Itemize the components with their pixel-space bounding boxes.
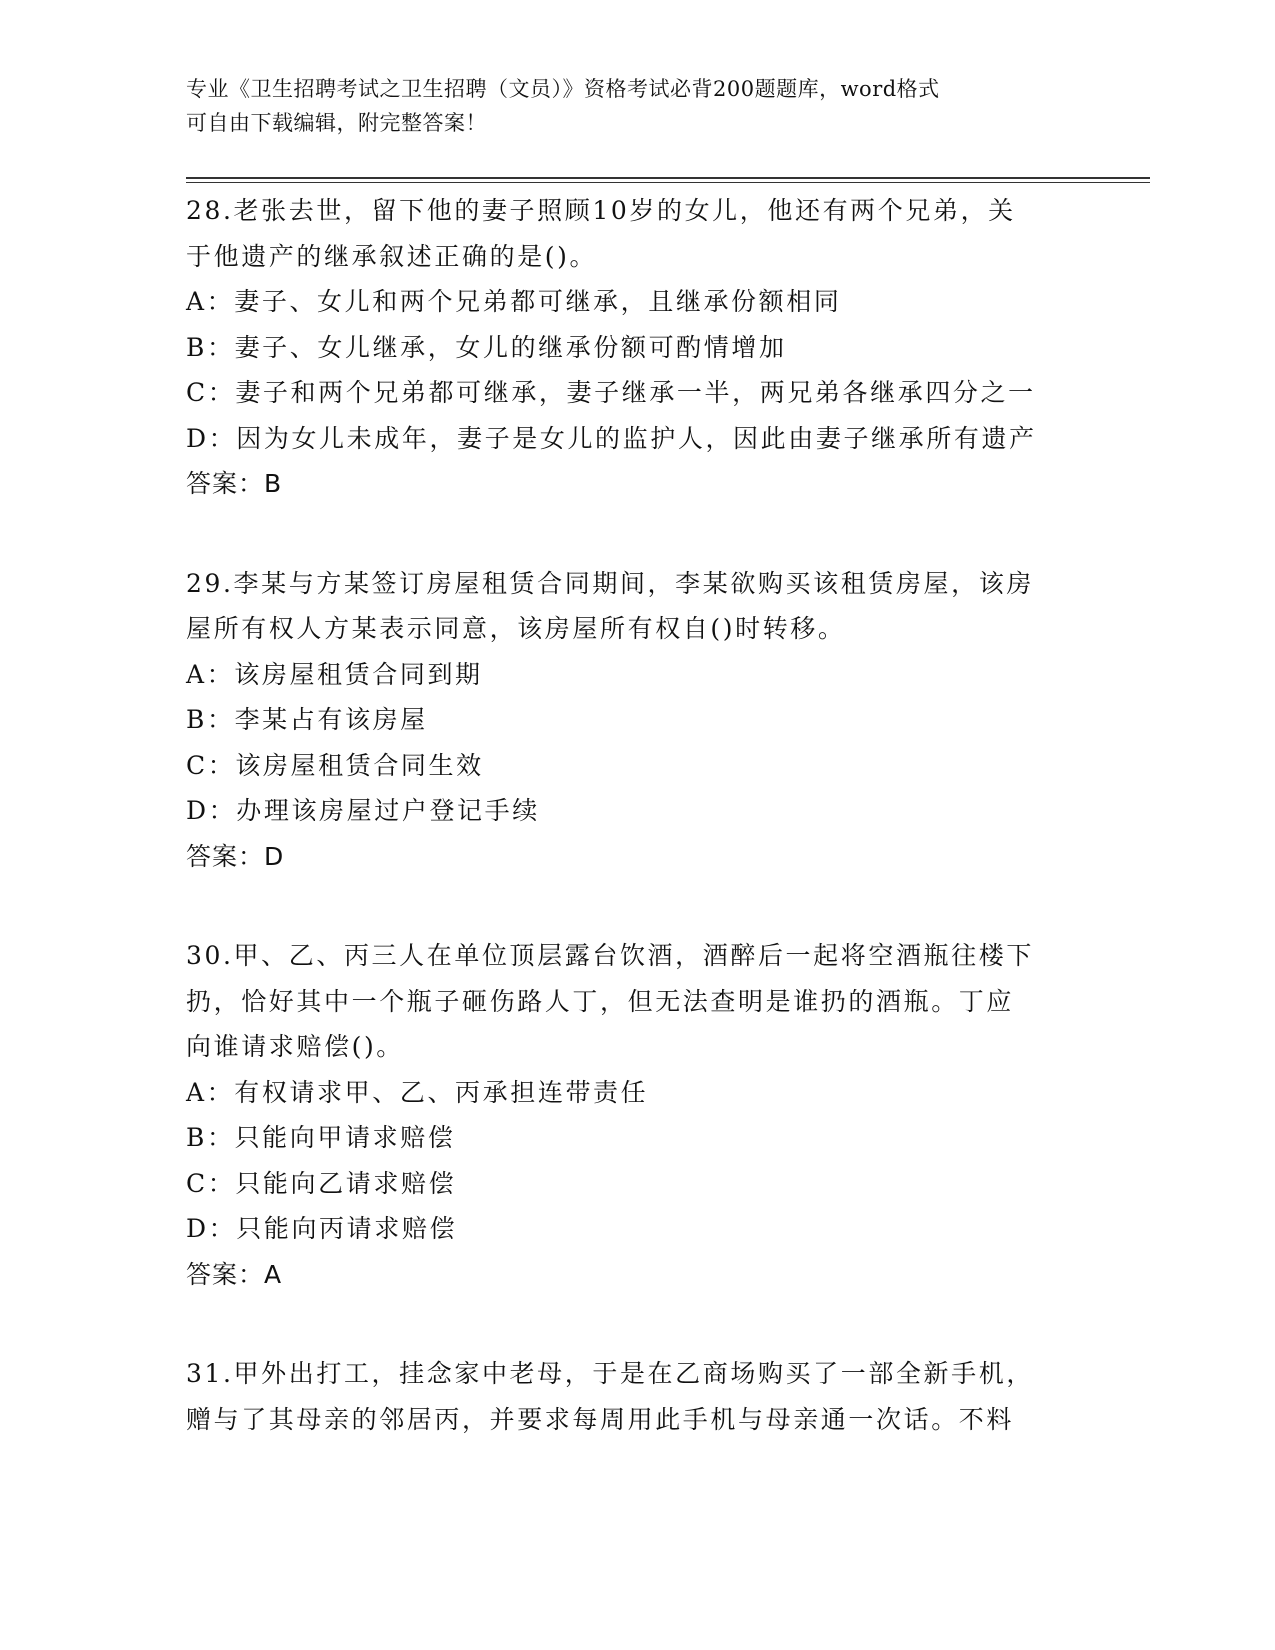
option-b: B：妻子、女儿继承，女儿的继承份额可酌情增加 <box>186 332 787 362</box>
header-divider-thin <box>186 182 1150 183</box>
option-c: C：妻子和两个兄弟都可继承，妻子继承一半，两兄弟各继承四分之一 <box>186 378 1036 407</box>
option-a: A：该房屋租赁合同到期 <box>186 659 483 689</box>
question-stem-line: 赠与了其母亲的邻居丙，并要求每周用此手机与母亲通一次话。不料 <box>186 1404 1015 1434</box>
option-a: A：妻子、女儿和两个兄弟都可继承，且继承份额相同 <box>186 287 842 316</box>
question-30 <box>186 933 1086 1297</box>
question-stem-line: 30.甲、乙、丙三人在单位顶层露台饮酒，酒醉后一起将空酒瓶往楼下 <box>186 941 1034 970</box>
answer-line: 答案：B <box>186 469 283 498</box>
question-stem-line: 于他遗产的继承叙述正确的是()。 <box>186 241 598 271</box>
option-b: B：李某占有该房屋 <box>186 705 428 734</box>
question-stem-line: 28.老张去世，留下他的妻子照顾10岁的女儿，他还有两个兄弟，关 <box>186 196 1016 225</box>
option-d: D：因为女儿未成年，妻子是女儿的监护人，因此由妻子继承所有遗产 <box>186 423 1037 453</box>
question-stem-line: 29.李某与方某签订房屋租赁合同期间，李某欲购买该租赁房屋，该房 <box>186 568 1034 598</box>
answer-line: 答案：A <box>186 1259 283 1289</box>
question-31 <box>186 1351 1086 1442</box>
header-title-line-2: 可自由下载编辑，附完整答案！ <box>186 111 487 135</box>
question-stem-line: 扔，恰好其中一个瓶子砸伤路人丁，但无法查明是谁扔的酒瓶。丁应 <box>186 986 1015 1016</box>
question-28 <box>186 188 1086 507</box>
option-a: A：有权请求甲、乙、丙承担连带责任 <box>186 1077 649 1107</box>
question-stem-line: 向谁请求赔偿()。 <box>186 1032 404 1061</box>
question-stem-line: 屋所有权人方某表示同意，该房屋所有权自()时转移。 <box>186 614 846 643</box>
option-c: C：该房屋租赁合同生效 <box>186 750 484 780</box>
option-c: C：只能向乙请求赔偿 <box>186 1168 457 1198</box>
document-header <box>186 72 1066 140</box>
option-d: D：只能向丙请求赔偿 <box>186 1214 458 1243</box>
header-divider-thick <box>186 177 1150 179</box>
option-d: D：办理该房屋过户登记手续 <box>186 796 540 825</box>
question-stem-line: 31.甲外出打工，挂念家中老母，于是在乙商场购买了一部全新手机， <box>186 1359 1034 1388</box>
option-b: B：只能向甲请求赔偿 <box>186 1123 456 1152</box>
question-list <box>186 188 1086 1496</box>
answer-line: 答案：D <box>186 841 285 871</box>
question-29 <box>186 561 1086 880</box>
header-title-line-1: 专业《卫生招聘考试之卫生招聘（文员）》资格考试必背200题题库，word格式 <box>186 77 940 101</box>
